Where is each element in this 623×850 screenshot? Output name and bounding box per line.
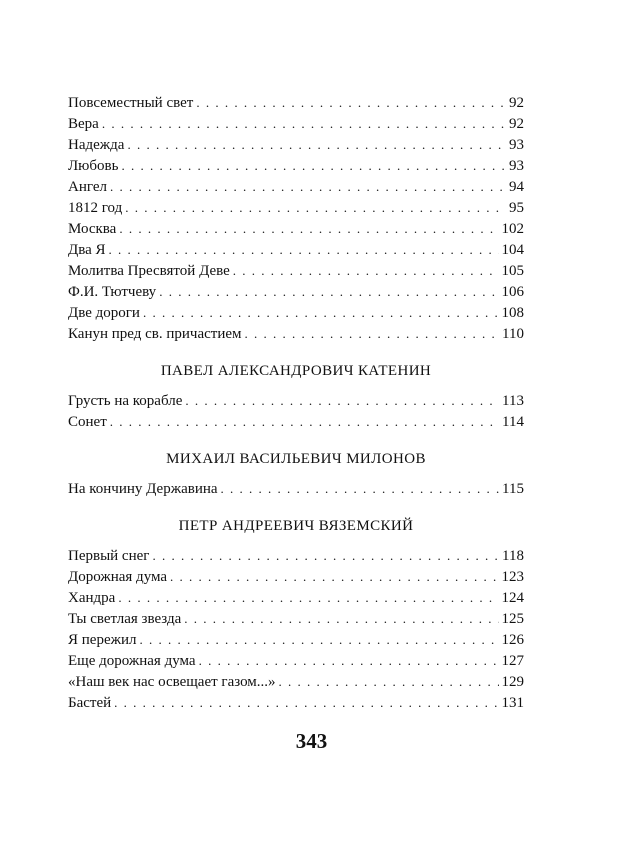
toc-entry	[68, 155, 524, 176]
entry-page: 110	[502, 326, 524, 342]
entry-page: 115	[502, 481, 524, 497]
toc-entry	[68, 608, 524, 629]
leader-dots	[185, 390, 499, 411]
leader-dots	[102, 113, 506, 134]
entry-title: Сонет	[68, 414, 107, 430]
toc-entry	[68, 92, 524, 113]
leader-dots	[110, 411, 499, 432]
leader-dots	[170, 566, 498, 587]
toc-entry	[68, 650, 524, 671]
entry-page: 105	[501, 263, 524, 279]
entry-page: 93	[509, 158, 524, 174]
toc-entry	[68, 390, 524, 411]
entry-page: 126	[501, 632, 524, 648]
entry-title: Ты светлая звезда	[68, 611, 182, 627]
toc-entry	[68, 587, 524, 608]
leader-dots	[118, 587, 498, 608]
leader-dots	[119, 218, 498, 239]
entry-title: Вера	[68, 116, 99, 132]
entry-page: 94	[509, 179, 524, 195]
entry-page: 118	[502, 548, 524, 564]
entry-title: Повсеместный свет	[68, 95, 194, 111]
entry-page: 102	[501, 221, 524, 237]
toc-entry	[68, 671, 524, 692]
leader-dots	[125, 197, 506, 218]
entry-page: 106	[501, 284, 524, 300]
entry-page: 113	[502, 393, 524, 409]
entry-title: Бастей	[68, 695, 112, 711]
toc-section	[68, 361, 524, 432]
entry-title: Канун пред св. причастием	[68, 326, 242, 342]
leader-dots	[143, 302, 499, 323]
author-heading: МИХАИЛ ВАСИЛЬЕВИЧ МИЛОНОВ	[166, 451, 426, 467]
leader-dots	[184, 608, 498, 629]
toc-entry	[68, 134, 524, 155]
entry-title: Два Я	[68, 242, 106, 258]
leader-dots	[196, 92, 506, 113]
entry-title: Ф.И. Тютчеву	[68, 284, 157, 300]
leader-dots	[152, 545, 499, 566]
leader-dots	[139, 629, 498, 650]
entry-title: Дорожная дума	[68, 569, 168, 585]
entry-page: 127	[501, 653, 524, 669]
leader-dots	[245, 323, 500, 344]
toc-entry	[68, 281, 524, 302]
entry-page: 93	[509, 137, 524, 153]
entry-title: «Наш век нас освещает газом...»	[68, 674, 276, 690]
entry-page: 104	[501, 242, 524, 258]
leader-dots	[233, 260, 499, 281]
entry-page: 114	[502, 414, 524, 430]
leader-dots	[110, 176, 506, 197]
entry-title: Две дороги	[68, 305, 140, 321]
entry-title: Первый снег	[68, 548, 150, 564]
entry-page: 124	[501, 590, 524, 606]
entry-title: Молитва Пресвятой Деве	[68, 263, 230, 279]
entry-title: Я пережил	[68, 632, 137, 648]
toc-entry	[68, 260, 524, 281]
entry-title: Еще дорожная дума	[68, 653, 196, 669]
entry-title: Ангел	[68, 179, 107, 195]
leader-dots	[199, 650, 499, 671]
entry-title: Москва	[68, 221, 117, 237]
toc-section	[68, 449, 524, 499]
toc-entry	[68, 197, 524, 218]
page-number: 343	[295, 729, 328, 753]
toc-entry	[68, 302, 524, 323]
leader-dots	[159, 281, 498, 302]
toc-entry	[68, 176, 524, 197]
leader-dots	[127, 134, 506, 155]
entry-page: 123	[501, 569, 524, 585]
entry-page: 92	[509, 95, 524, 111]
entry-page: 95	[509, 200, 524, 216]
toc-entry	[68, 218, 524, 239]
author-heading: ПАВЕЛ АЛЕКСАНДРОВИЧ КАТЕНИН	[160, 363, 432, 379]
leader-dots	[121, 155, 506, 176]
entry-title: Хандра	[68, 590, 116, 606]
toc-entry	[68, 323, 524, 344]
leader-dots	[279, 671, 499, 692]
entry-title: Любовь	[68, 158, 119, 174]
entry-page: 108	[501, 305, 524, 321]
toc-entry	[68, 545, 524, 566]
leader-dots	[221, 478, 500, 499]
toc-entry	[68, 478, 524, 499]
toc-entry	[68, 239, 524, 260]
entry-title: На кончину Державина	[68, 481, 218, 497]
toc-entry	[68, 629, 524, 650]
leader-dots	[114, 692, 498, 713]
leader-dots	[109, 239, 499, 260]
toc-entry	[68, 113, 524, 134]
entry-page: 92	[509, 116, 524, 132]
author-heading: ПЕТР АНДРЕЕВИЧ ВЯЗЕМСКИЙ	[178, 518, 414, 534]
toc-entry	[68, 692, 524, 713]
toc-section	[68, 516, 524, 713]
entry-title: 1812 год	[68, 200, 123, 216]
toc-section	[68, 92, 524, 344]
table-of-contents	[68, 92, 524, 713]
entry-page: 125	[501, 611, 524, 627]
toc-entry	[68, 411, 524, 432]
entry-title: Грусть на корабле	[68, 393, 183, 409]
toc-entry	[68, 566, 524, 587]
entry-title: Надежда	[68, 137, 125, 153]
entry-page: 131	[501, 695, 524, 711]
entry-page: 129	[501, 674, 524, 690]
